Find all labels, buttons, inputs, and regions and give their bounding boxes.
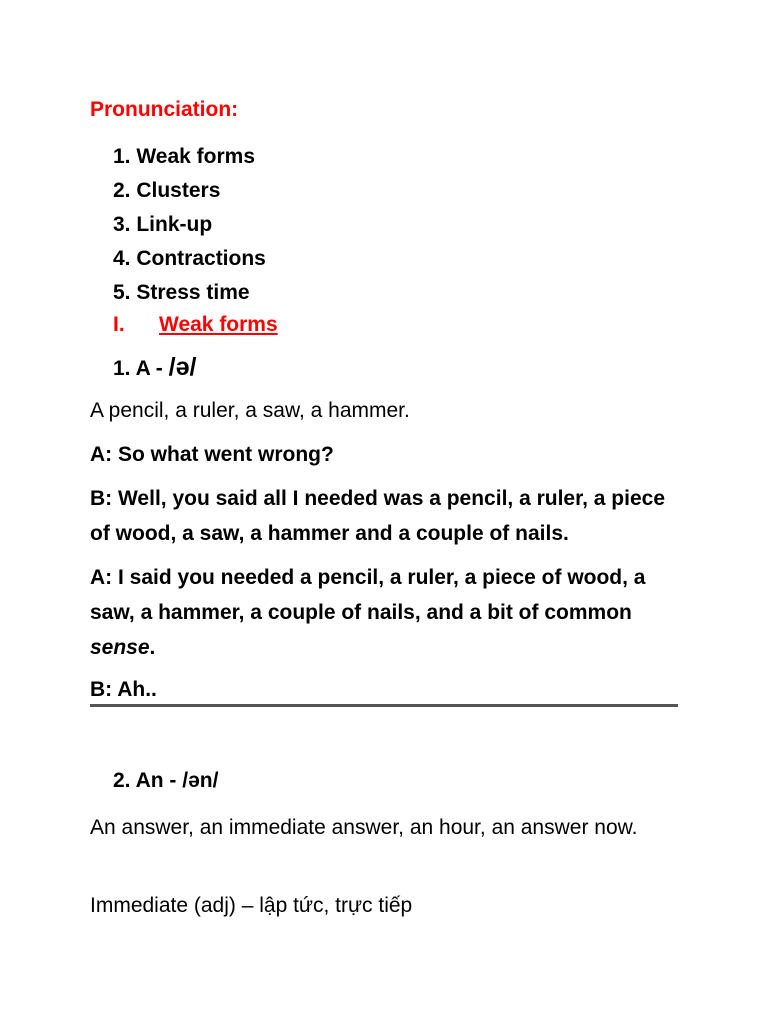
- pronunciation-heading: Pronunciation:: [90, 98, 239, 121]
- item-an-heading: [113, 766, 218, 796]
- dialogue-line: B: Well, you said all I needed was a pencil, a ruler, a piece of wood, a saw, a hammer and a couple of nails.: [90, 487, 665, 545]
- item-an-ipa: /ən/: [182, 769, 219, 792]
- outline-item: 3. Link-up: [113, 213, 213, 236]
- dialogue-line: [90, 560, 680, 665]
- dialogue-italic-word: sense: [90, 636, 150, 659]
- section-number: I.: [113, 313, 125, 336]
- vocabulary-note: Immediate (adj) – lập tức, trực tiếp: [90, 894, 413, 917]
- item-a-label: 1. A -: [113, 357, 169, 380]
- dialogue-line: B: Ah..: [90, 678, 157, 701]
- outline-item: 4. Contractions: [113, 247, 266, 270]
- example-an-text: An answer, an immediate answer, an hour, an answer now.: [90, 816, 638, 839]
- outline-item: 2. Clusters: [113, 179, 221, 202]
- dialogue-text: A: I said you needed a pencil, a ruler, a piece of wood, a saw, a hammer, a couple of nails, and a bit of common: [90, 566, 646, 624]
- horizontal-divider: [90, 704, 678, 707]
- section-heading: [113, 310, 278, 340]
- dialogue-line: A: So what went wrong?: [90, 443, 334, 466]
- section-title: Weak forms: [159, 313, 278, 336]
- item-a-ipa: /ə/: [168, 353, 197, 381]
- dialogue-text: .: [149, 636, 156, 659]
- topic-outline: [113, 140, 266, 310]
- example-a-text: A pencil, a ruler, a saw, a hammer.: [90, 399, 410, 422]
- item-an-label: 2. An -: [113, 769, 183, 792]
- outline-item: 1. Weak forms: [113, 145, 256, 168]
- item-a-heading: [113, 352, 196, 384]
- outline-item: 5. Stress time: [113, 281, 250, 304]
